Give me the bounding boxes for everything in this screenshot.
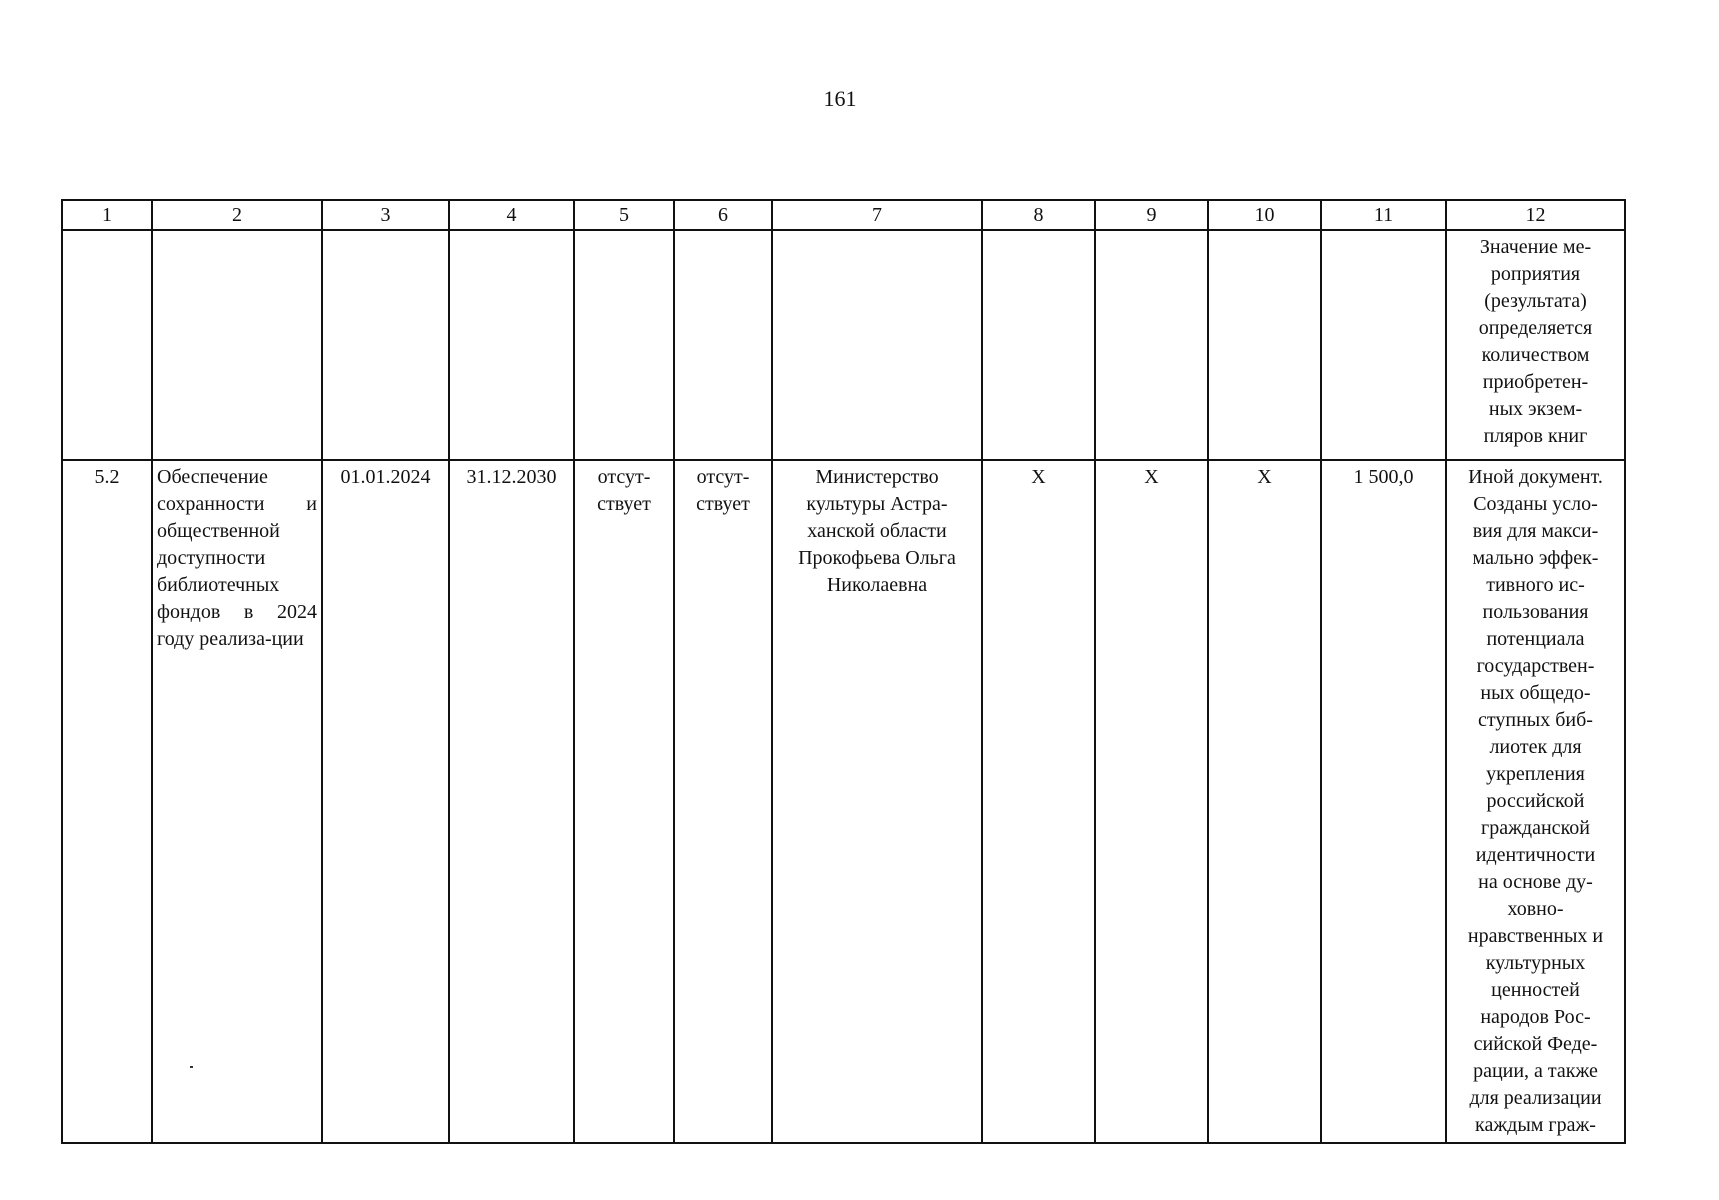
empty-cell (674, 230, 772, 460)
column-number: 6 (674, 200, 772, 230)
column-number: 2 (152, 200, 322, 230)
col10-mark: X (1208, 460, 1321, 1143)
column-number: 8 (982, 200, 1095, 230)
empty-cell (62, 230, 152, 460)
scan-speck (190, 1066, 193, 1068)
continuation-row (62, 230, 1625, 460)
col6-value: отсут- ствует (674, 460, 772, 1143)
col8-mark: X (982, 460, 1095, 1143)
row-number: 5.2 (62, 460, 152, 1143)
column-number-row (62, 200, 1625, 230)
funding-amount: 1 500,0 (1321, 460, 1446, 1143)
empty-cell (152, 230, 322, 460)
empty-cell (1208, 230, 1321, 460)
result-description: Иной документ. Созданы усло- вия для макси- мально эффек- тивного ис- пользования потенциала государствен- ных общедо- ступных биб- лиотек для укрепления российской гражданской идентичности на основе ду- ховно- нравственных и культурных ценностей народов Рос- сийской Феде- рации, а также для реализации каждым граж- (1446, 460, 1625, 1143)
column-number: 9 (1095, 200, 1208, 230)
column-number: 12 (1446, 200, 1625, 230)
responsible-executor: Министерство культуры Астра- ханской области Прокофьева Ольга Николаевна (772, 460, 982, 1143)
column-number: 11 (1321, 200, 1446, 230)
empty-cell (574, 230, 674, 460)
column-number: 7 (772, 200, 982, 230)
empty-cell (772, 230, 982, 460)
end-date: 31.12.2030 (449, 460, 574, 1143)
empty-cell (449, 230, 574, 460)
page-number: 161 (823, 86, 857, 111)
empty-cell (1095, 230, 1208, 460)
col5-value: отсут- ствует (574, 460, 674, 1143)
column-number: 5 (574, 200, 674, 230)
column-number: 4 (449, 200, 574, 230)
empty-cell (1321, 230, 1446, 460)
measure-name: Обеспечение сохранности и общественной доступности библиотечных фондов в 2024 году реализа-ции (152, 460, 322, 1143)
empty-cell (322, 230, 449, 460)
measures-table (61, 199, 1626, 1144)
col9-mark: X (1095, 460, 1208, 1143)
column-number: 10 (1208, 200, 1321, 230)
column-number: 3 (322, 200, 449, 230)
empty-cell (982, 230, 1095, 460)
column-number: 1 (62, 200, 152, 230)
result-description-continued: Значение ме- роприятия (результата) определяется количеством приобретен- ных экзем- пляров книг (1446, 230, 1625, 460)
start-date: 01.01.2024 (322, 460, 449, 1143)
table-row-5-2 (62, 460, 1625, 1143)
